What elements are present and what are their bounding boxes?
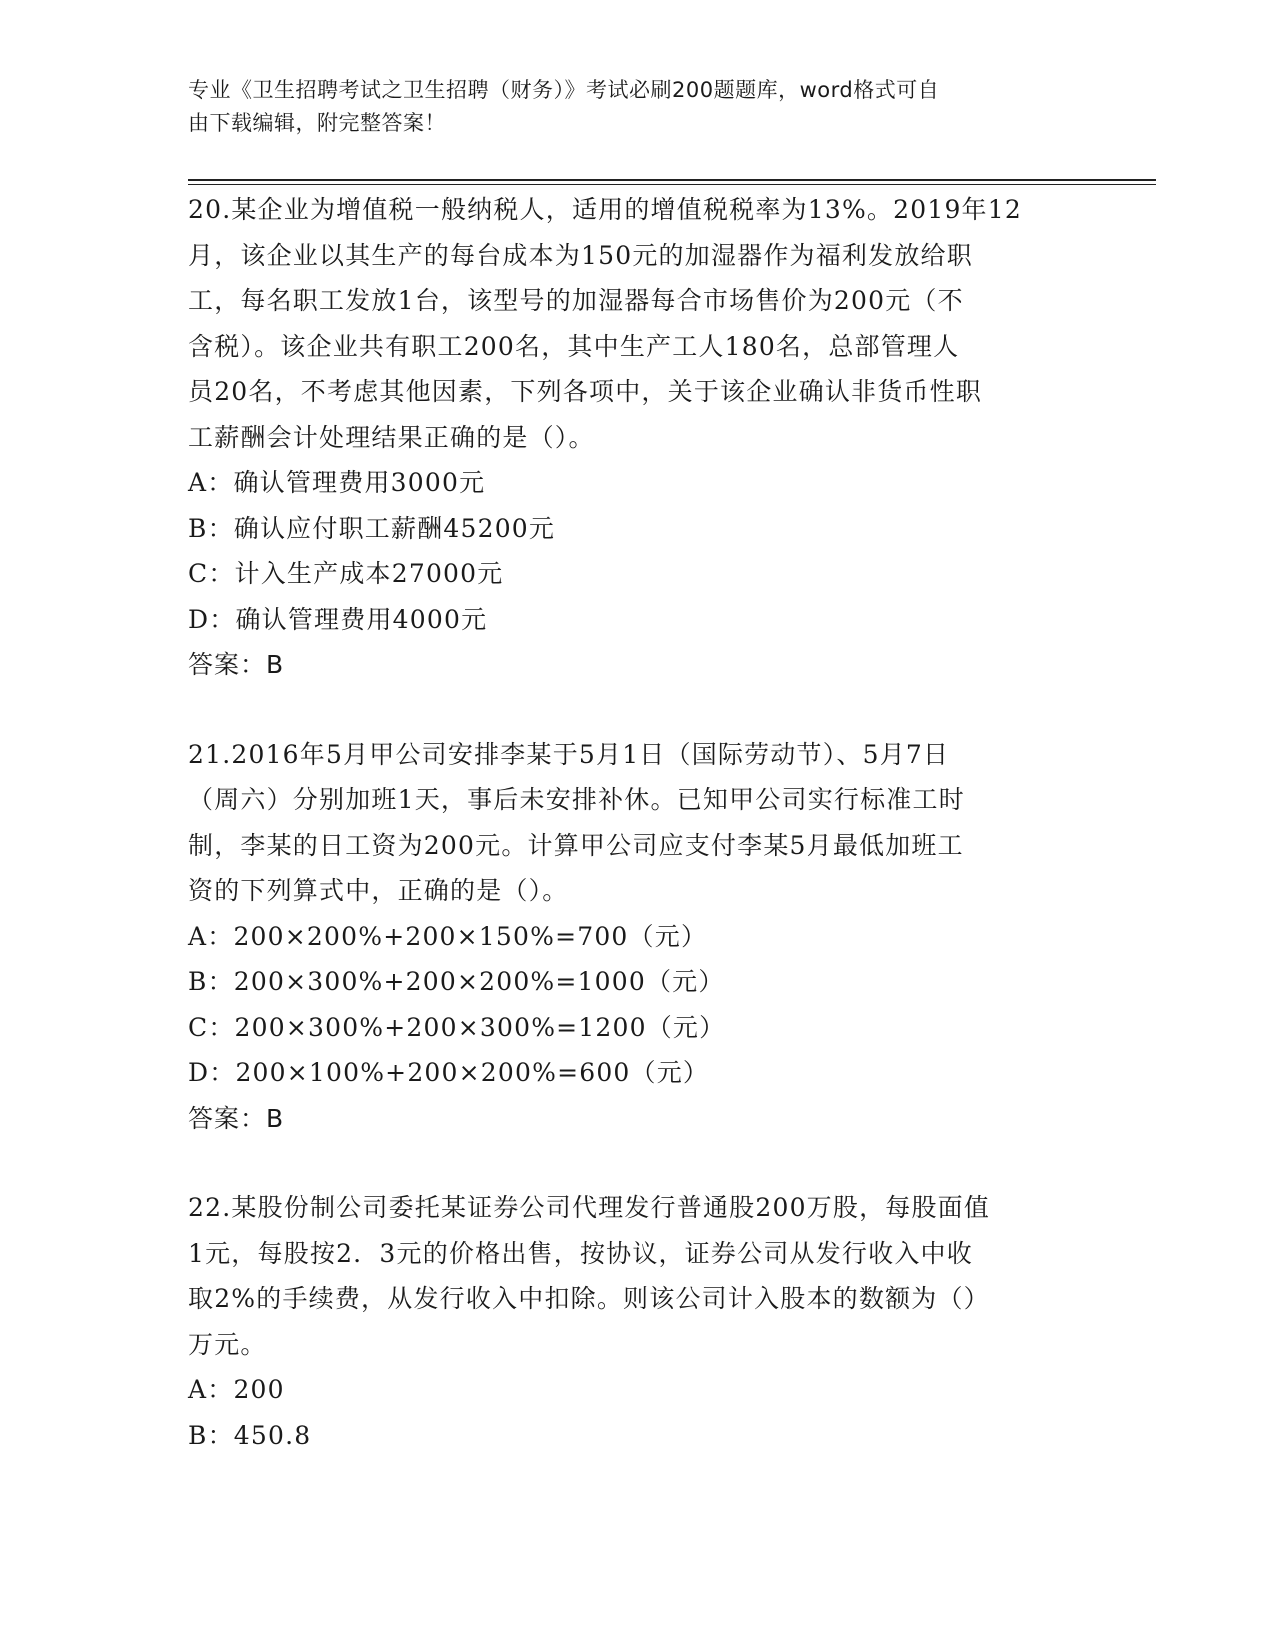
- header-line: 专业《卫生招聘考试之卫生招聘（财务）》考试必刷200题题库，word格式可自: [188, 78, 940, 102]
- header-line: 由下载编辑，附完整答案！: [188, 111, 446, 135]
- stem-line: 万元。: [188, 1329, 267, 1359]
- stem-line: 21.2016年5月甲公司安排李某于5月1日（国际劳动节）、5月7日: [188, 739, 950, 769]
- stem-line: 20.某企业为增值税一般纳税人，适用的增值税税率为13%。2019年12: [188, 195, 1022, 224]
- option-c: C：计入生产成本27000元: [188, 559, 504, 588]
- option-a: A：确认管理费用3000元: [188, 468, 486, 497]
- stem-line: （周六）分别加班1天，事后未安排补休。已知甲公司实行标准工时: [188, 785, 965, 814]
- question-stem: [188, 1185, 1088, 1367]
- answer-text: 答案：B: [188, 1103, 285, 1133]
- stem-line: 资的下列算式中，正确的是（）。: [188, 876, 569, 905]
- header-divider-thin: [188, 184, 1156, 185]
- stem-line: 取2%的手续费，从发行收入中扣除。则该公司计入股本的数额为（）: [188, 1284, 990, 1313]
- option-a: A：200: [188, 1375, 285, 1404]
- document-header: [188, 74, 1068, 140]
- option-b: B：450.8: [188, 1420, 312, 1450]
- question-stem: [188, 732, 1088, 914]
- answer-text: 答案：B: [188, 650, 285, 679]
- stem-line: 月，该企业以其生产的每台成本为150元的加湿器作为福利发放给职: [188, 240, 973, 270]
- stem-line: 制，李某的日工资为200元。计算甲公司应支付李某5月最低加班工: [188, 830, 964, 860]
- question-21: [188, 732, 1088, 1142]
- option-c: C：200×300%+200×300%=1200（元）: [188, 1012, 726, 1042]
- question-list: [188, 187, 1088, 1502]
- stem-line: 1元，每股按2．3元的价格出售，按协议，证券公司从发行收入中收: [188, 1238, 973, 1268]
- question-22: [188, 1185, 1088, 1458]
- option-a: A：200×200%+200×150%=700（元）: [188, 921, 708, 951]
- option-b: B：200×300%+200×200%=1000（元）: [188, 967, 725, 996]
- option-d: D：200×100%+200×200%=600（元）: [188, 1058, 710, 1087]
- option-b: B：确认应付职工薪酬45200元: [188, 513, 556, 543]
- question-20: [188, 187, 1088, 688]
- stem-line: 工薪酬会计处理结果正确的是（）。: [188, 422, 595, 452]
- stem-line: 22.某股份制公司委托某证券公司代理发行普通股200万股，每股面值: [188, 1193, 991, 1222]
- stem-line: 员20名，不考虑其他因素，下列各项中，关于该企业确认非货币性职: [188, 377, 983, 406]
- stem-line: 工，每名职工发放1台，该型号的加湿器每合市场售价为200元（不: [188, 286, 964, 315]
- header-divider-thick: [188, 179, 1156, 181]
- option-d: D：确认管理费用4000元: [188, 604, 488, 634]
- stem-line: 含税）。该企业共有职工200名，其中生产工人180名，总部管理人: [188, 331, 960, 361]
- question-stem: [188, 187, 1088, 460]
